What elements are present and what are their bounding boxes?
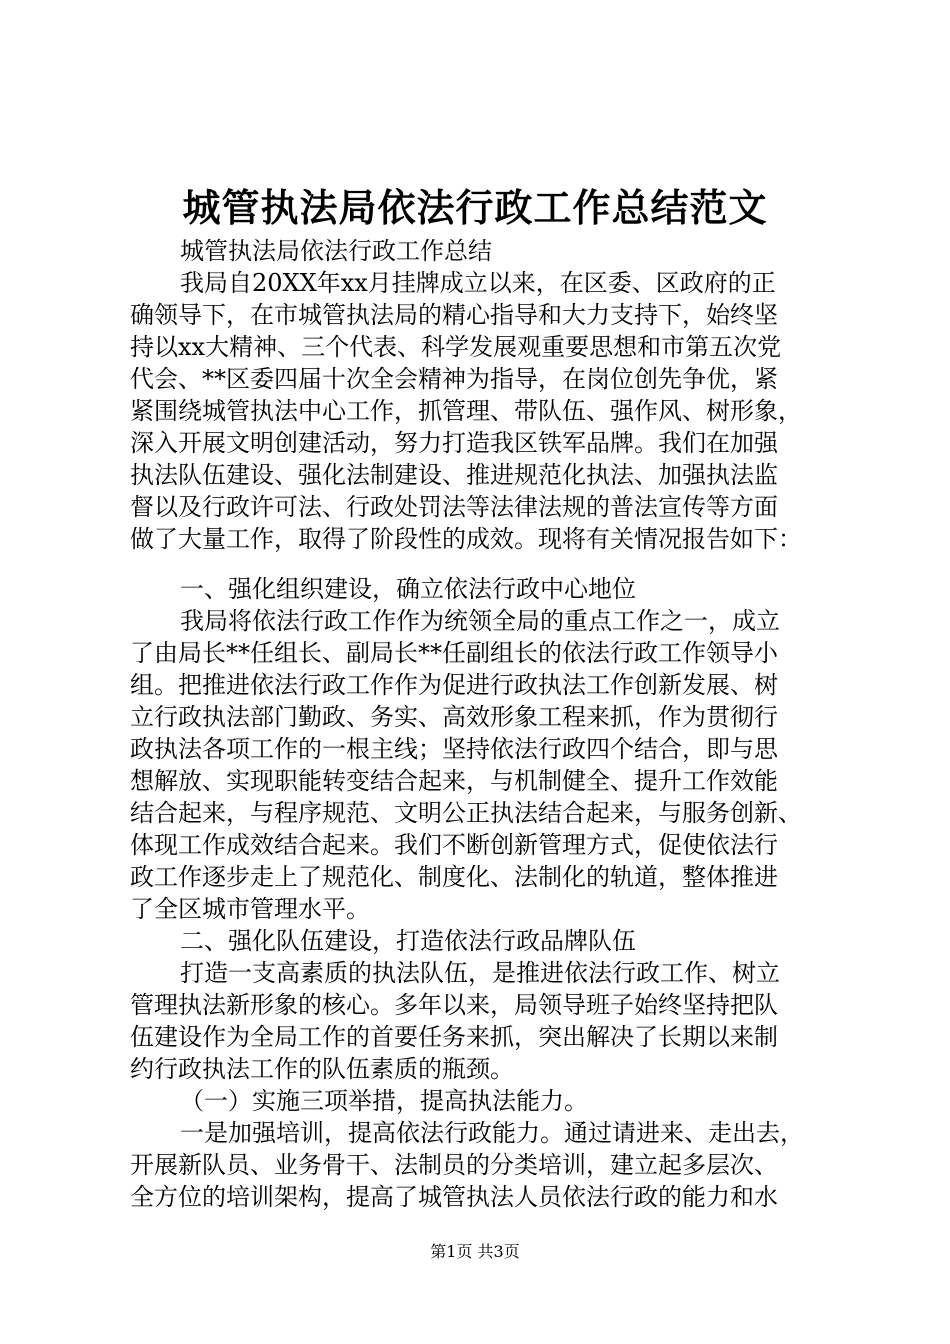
paragraph-line: 结合起来，与程序规范、文明公正执法结合起来，与服务创新、 [130, 799, 802, 827]
paragraph-line: 深入开展文明创建活动，努力打造我区铁军品牌。我们在加强 [130, 429, 778, 457]
paragraph-line: 做了大量工作，取得了阶段性的成效。现将有关情况报告如下： [130, 525, 802, 553]
document-title: 城管执法局依法行政工作总结范文 [182, 185, 768, 230]
paragraph-line: 代会、**区委四届十次全会精神为指导，在岗位创先争优，紧 [130, 365, 778, 393]
page-indicator: 第1页 共3页 [430, 1242, 520, 1261]
paragraph-line: 想解放、实现职能转变结合起来，与机制健全、提升工作效能 [130, 767, 778, 795]
paragraph-line: 组。把推进依法行政工作作为促进行政执法工作创新发展、树 [130, 671, 778, 699]
paragraph-line: 了全区城市管理水平。 [130, 895, 370, 923]
paragraph-line: 管理执法新形象的核心。多年以来，局领导班子始终坚持把队 [130, 991, 778, 1019]
paragraph-line: 全方位的培训架构，提高了城管执法人员依法行政的能力和水 [130, 1183, 778, 1211]
paragraph-line: 约行政执法工作的队伍素质的瓶颈。 [130, 1055, 514, 1083]
paragraph-line: 政工作逐步走上了规范化、制度化、法制化的轨道，整体推进 [130, 863, 778, 891]
paragraph-line: 我局将依法行政工作作为统领全局的重点工作之一，成立 [180, 607, 780, 635]
section-heading: 一、强化组织建设，确立依法行政中心地位 [180, 575, 636, 603]
paragraph-line: 体现工作成效结合起来。我们不断创新管理方式，促使依法行 [130, 831, 778, 859]
subsection-heading: （一）实施三项举措，提高执法能力。 [180, 1087, 588, 1115]
paragraph-line: 持以xx大精神、三个代表、科学发展观重要思想和市第五次党 [130, 333, 782, 361]
paragraph-line: 政执法各项工作的一根主线；坚持依法行政四个结合，即与思 [130, 735, 778, 763]
paragraph-line: 一是加强培训，提高依法行政能力。通过请进来、走出去， [180, 1119, 804, 1147]
paragraph-line: 开展新队员、业务骨干、法制员的分类培训，建立起多层次、 [130, 1151, 778, 1179]
paragraph-line: 督以及行政许可法、行政处罚法等法律法规的普法宣传等方面 [130, 493, 778, 521]
paragraph-line: 执法队伍建设、强化法制建设、推进规范化执法、加强执法监 [130, 461, 778, 489]
section-heading: 二、强化队伍建设，打造依法行政品牌队伍 [180, 927, 636, 955]
subtitle-line: 城管执法局依法行政工作总结 [180, 237, 492, 265]
paragraph-line: 我局自20XX年xx月挂牌成立以来，在区委、区政府的正 [180, 269, 776, 297]
paragraph-line: 确领导下，在市城管执法局的精心指导和大力支持下，始终坚 [130, 301, 778, 329]
paragraph-line: 了由局长**任组长、副局长**任副组长的依法行政工作领导小 [130, 639, 778, 667]
paragraph-line: 立行政执法部门勤政、务实、高效形象工程来抓，作为贯彻行 [130, 703, 778, 731]
paragraph-line: 伍建设作为全局工作的首要任务来抓，突出解决了长期以来制 [130, 1023, 778, 1051]
paragraph-line: 打造一支高素质的执法队伍，是推进依法行政工作、树立 [180, 959, 780, 987]
paragraph-line: 紧围绕城管执法中心工作，抓管理、带队伍、强作风、树形象， [130, 397, 802, 425]
